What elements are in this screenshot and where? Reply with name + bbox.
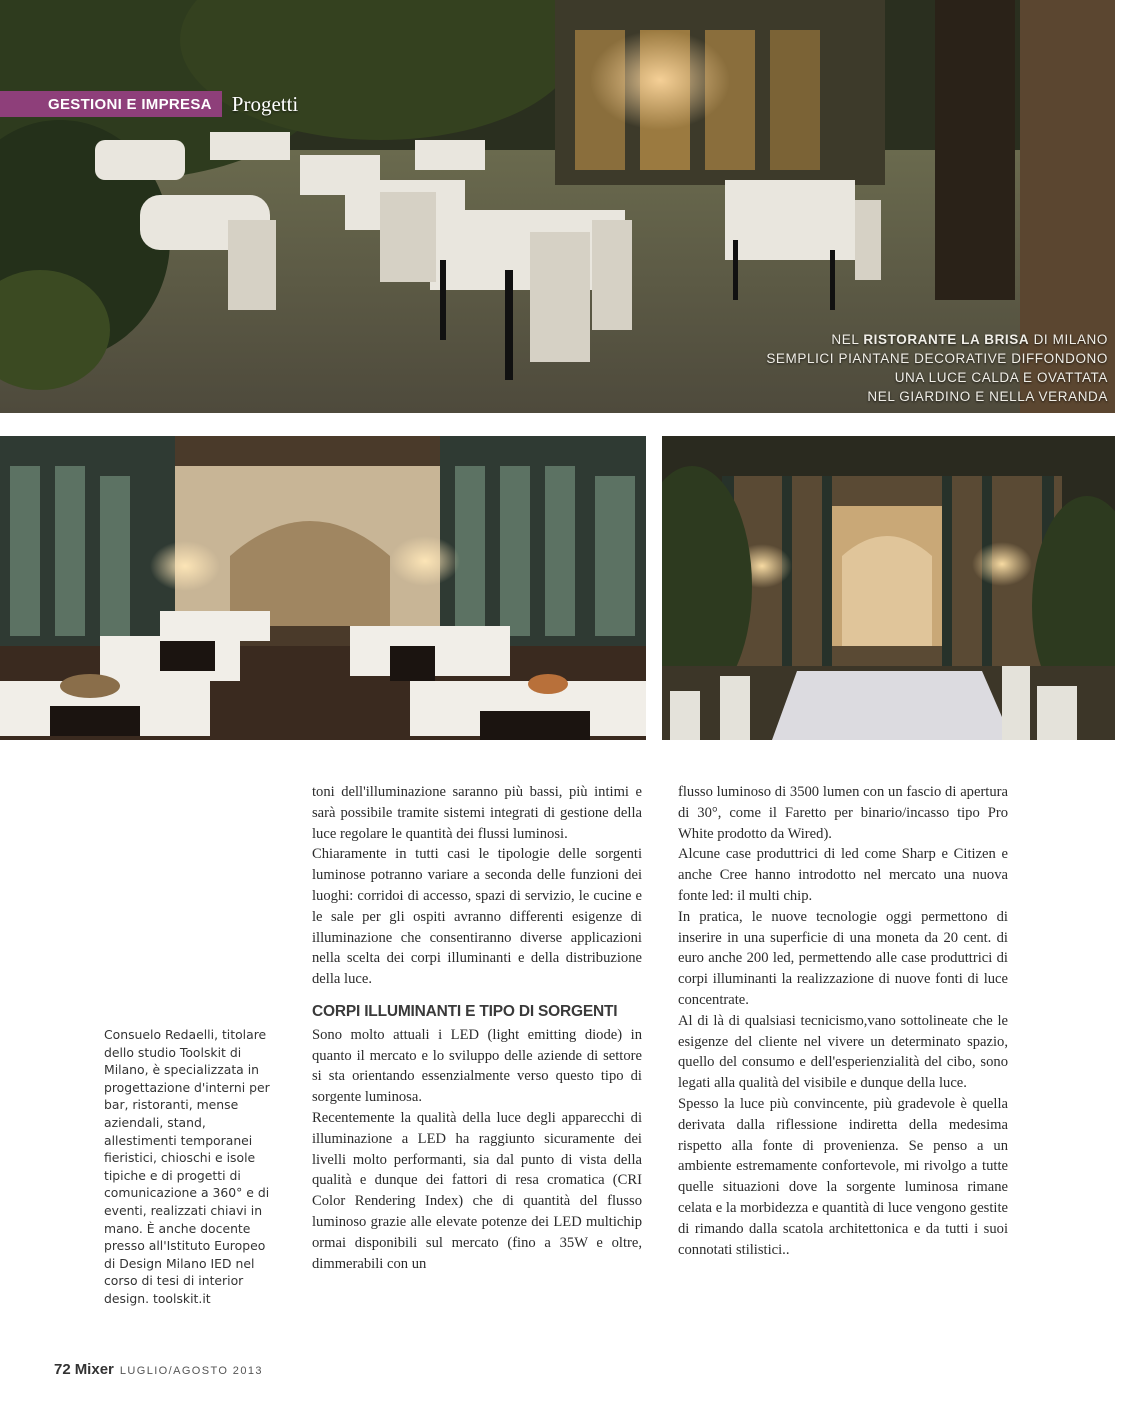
article-column-middle <box>312 782 642 1274</box>
paragraph: Recentemente la qualità della luce degli apparecchi di illuminazione a LED ha raggiunto sicuramente dei livelli molto performanti, sia dal punto di vista della qualità e dunque dei fattori di resa cromatica (CRI Color Rendering Index) che di quantità del flusso luminoso grazie alle elevate potenze dei LED multichip ormai disponibili sul mercato (fino a 35W e oltre, dimmerabili con un <box>312 1109 642 1272</box>
page-number: 72 <box>54 1361 71 1378</box>
issue-date: LUGLIO/AGOSTO 2013 <box>119 1365 263 1377</box>
caption-line-3: UNA LUCE CALDA E OVATTATA <box>894 370 1108 385</box>
interior-dining-photo <box>0 436 646 740</box>
paragraph: flusso luminoso di 3500 lumen con un fascio di apertura di 30°, come il Faretto per binario/incasso tipo Pro White prodotto da Wired). <box>678 784 1008 842</box>
section-tag <box>0 91 298 117</box>
caption-line-2: SEMPLICI PIANTANE DECORATIVE DIFFONDONO <box>766 351 1108 366</box>
paragraph: Chiaramente in tutti casi le tipologie delle sorgenti luminose potranno variare a seconda delle funzioni dei luoghi: corridoi di accesso, spazi di servizio, le cucine e le sale per gli ospiti avranno differenti esigenze di illuminazione che consentiranno diverse applicazioni nella scelta dei corpi illuminanti e della distribuzione della luce. <box>312 846 642 988</box>
section-heading: CORPI ILLUMINANTI E TIPO DI SORGENTI <box>312 1002 618 1020</box>
caption-line-1: NEL RISTORANTE LA BRISA DI MILANO <box>831 332 1108 347</box>
caption-line-4: NEL GIARDINO E NELLA VERANDA <box>867 389 1108 404</box>
article-column-right <box>678 782 1008 1260</box>
section-kicker: GESTIONI E IMPRESA <box>0 91 222 117</box>
magazine-name: Mixer <box>74 1361 114 1378</box>
photo-caption <box>728 330 1108 406</box>
veranda-photo <box>662 436 1115 740</box>
paragraph: Al di là di qualsiasi tecnicismo,vano sottolineate che le esigenze del cliente nel vivere un determinato spazio, quello del consumo e dell'esperienzialità del cibo, sono legati alla qualità del visibile e dunque della luce. <box>678 1012 1008 1092</box>
paragraph: In pratica, le nuove tecnologie oggi permettono di inserire in una superficie di una moneta da 20 cent. di euro anche 200 led, permettendo alle case produttrici di corpi illuminanti la realizzazione di nuove fonti di luce concentrate. <box>678 908 1008 1008</box>
section-title: Progetti <box>231 91 299 116</box>
paragraph: Sono molto attuali i LED (light emitting diode) in quanto il mercato e lo sviluppo delle aziende di settore si sta orientando essenzialmente verso questo tipo di sorgente luminosa. <box>312 1026 642 1106</box>
paragraph: Alcune case produttrici di led come Sharp e Citizen e anche Cree hanno introdotto nel mercato una nuova fonte led: il multi chip. <box>678 846 1008 904</box>
paragraph: Spesso la luce più convincente, più gradevole è quella derivata dalla riflessione indiretta della medesima rispetto alla fonte di provenienza. Se penso a un ambiente estremamente confortevole, mi rivolgo a tutte quelle situazioni dove la sorgente luminosa rimane celata e la morbidezza e quantità di luce vengono gestite di rimando dalla scatola architettonica e da tutti i suoi connotati stilistici.. <box>678 1095 1008 1258</box>
page-footer <box>54 1361 263 1378</box>
paragraph: toni dell'illuminazione saranno più bassi, più intimi e sarà possibile tramite sistemi integrati di gestione della luce regolare le quantità dei flussi luminosi. <box>312 784 642 842</box>
author-bio: Consuelo Redaelli, titolare dello studio Toolskit di Milano, è specializzata in progettazione d'interni per bar, ristoranti, mense aziendali, stand, allestimenti temporanei fieristici, chioschi e isole tipiche e di progetti di comunicazione a 360° e di eventi, realizzati chiavi in mano. È anche docente presso all'Istituto Europeo di Design Milano IED nel corso di tesi di interior design. toolskit.it <box>104 1027 270 1306</box>
